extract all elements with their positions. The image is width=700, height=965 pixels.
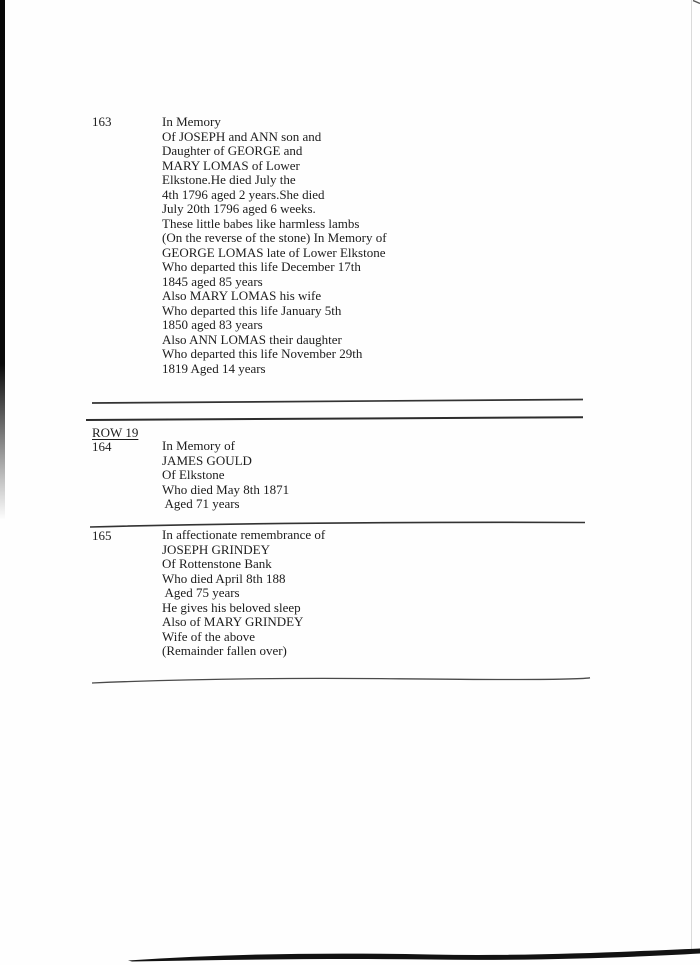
entry-number: 164 [92, 439, 112, 454]
inscription-line: 1845 aged 85 years [162, 273, 263, 289]
inscription-line: Elkstone.He died July the [162, 172, 296, 187]
inscription-text [162, 439, 289, 512]
divider-line-top-1 [92, 400, 583, 404]
inscription-line: JOSEPH GRINDEY [162, 541, 270, 557]
inscription-line: Also of MARY GRINDEY [162, 614, 304, 629]
inscription-line: Of JOSEPH and ANN son and [162, 128, 322, 144]
entry-number: 163 [92, 114, 112, 129]
inscription-line: July 20th 1796 aged 6 weeks. [162, 201, 316, 216]
scan-artifact-bottom-edge [128, 949, 700, 962]
inscription-text [162, 528, 325, 659]
scan-artifact-right-line [691, 0, 692, 952]
inscription-line: Who departed this life December 17th [162, 259, 361, 274]
inscription-line: Also MARY LOMAS his wife [162, 288, 322, 303]
inscription-line: Who departed this life November 29th [162, 346, 363, 361]
inscription-line: JAMES GOULD [162, 452, 252, 468]
inscription-line: In affectionate remembrance of [162, 527, 326, 542]
inscription-line: 4th 1796 aged 2 years.She died [162, 186, 325, 202]
inscription-line: He gives his beloved sleep [162, 599, 301, 615]
inscription-line: Who died May 8th 1871 [162, 481, 290, 497]
scan-artifact-corner-nick [693, 1, 700, 4]
inscription-line: These little babes like harmless lambs [162, 215, 360, 231]
inscription-line: Who departed this life January 5th [162, 302, 342, 318]
inscription-line: GEORGE LOMAS late of Lower Elkstone [162, 244, 386, 260]
inscription-line: In Memory of [162, 438, 235, 453]
inscription-line: Of Elkstone [162, 467, 225, 482]
inscription-line: In Memory [162, 114, 221, 129]
scan-artifact-left-edge [0, 0, 5, 520]
row-heading: ROW 19 [92, 425, 139, 440]
divider-line-bottom [92, 678, 590, 683]
inscription-line: MARY LOMAS of Lower [162, 157, 300, 173]
inscription-line: Aged 75 years [162, 585, 240, 600]
inscription-line: Of Rottenstone Bank [162, 556, 272, 571]
entry-number: 165 [92, 528, 112, 543]
inscription-line: Also ANN LOMAS their daughter [162, 331, 342, 347]
inscription-line: Who died April 8th 188 [162, 570, 286, 586]
inscription-text [162, 115, 387, 376]
inscription-line: (On the reverse of the stone) In Memory of [162, 230, 387, 245]
divider-line-top-2 [86, 417, 583, 420]
inscription-line: Daughter of GEORGE and [162, 143, 303, 158]
inscription-line: 1850 aged 83 years [162, 317, 263, 332]
inscription-line: 1819 Aged 14 years [162, 360, 266, 376]
inscription-line: Aged 71 years [162, 496, 240, 511]
inscription-line: Wife of the above [162, 628, 255, 644]
inscription-line: (Remainder fallen over) [162, 643, 287, 658]
